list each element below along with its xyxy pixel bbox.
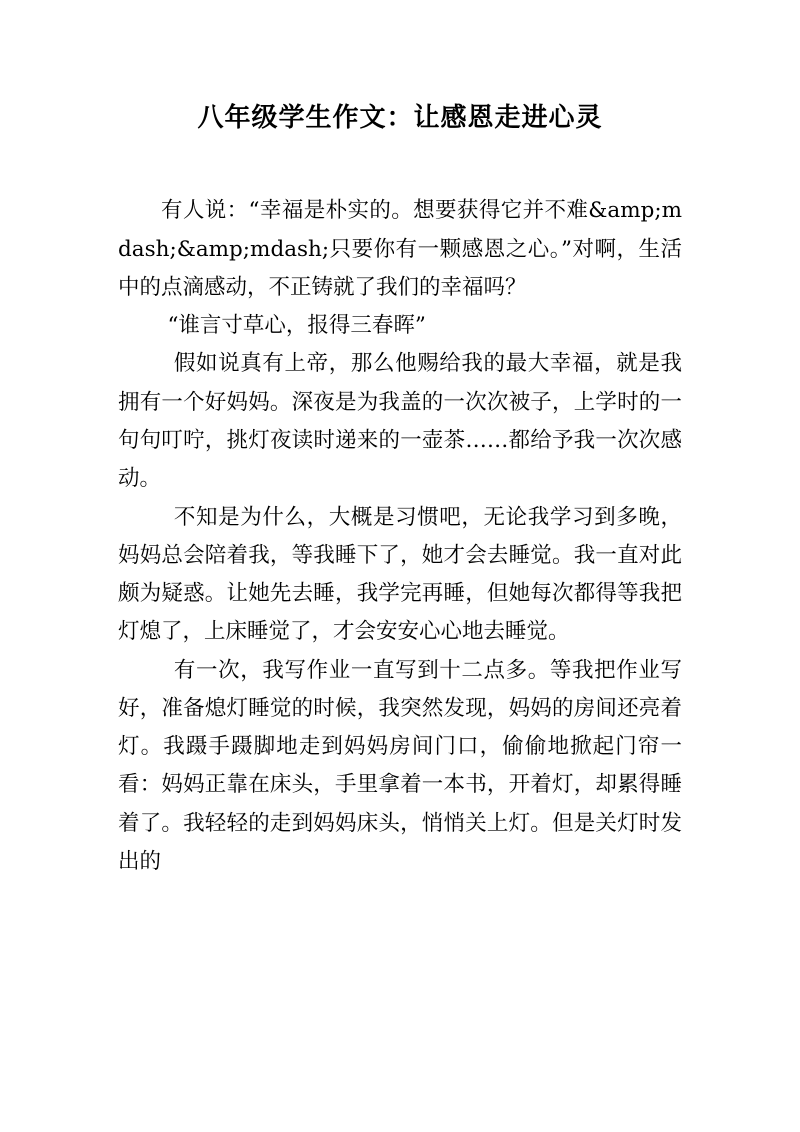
paragraph-2: “谁言寸草心，报得三春晖” bbox=[167, 313, 426, 339]
paragraph-4: 不知是为什么，大概是习惯吧，无论我学习到多晚，妈妈总会陪着我，等我睡下了，她才会去睡觉。我一直对此颇为疑惑。让她先去睡，我学完再睡，但她每次都得等我把灯熄了，上床睡觉了，才会安安心心地去睡觉。 bbox=[118, 504, 682, 645]
document-body bbox=[118, 192, 682, 881]
paragraph-5: 有一次，我写作业一直写到十二点多。等我把作业写好，准备熄灯睡觉的时候，我突然发现，妈妈的房间还亮着灯。我蹑手蹑脚地走到妈妈房间门口，偷偷地掀起门帘一看：妈妈正靠在床头，手里拿着一本书，开着灯，却累得睡着了。我轻轻的走到妈妈床头，悄悄关上灯。但是关灯时发出的 bbox=[118, 657, 682, 874]
page-title: 八年级学生作文：让感恩走进心灵 bbox=[197, 103, 603, 133]
paragraph-3: 假如说真有上帝，那么他赐给我的最大幸福，就是我拥有一个好妈妈。深夜是为我盖的一次次被子，上学时的一句句叮咛，挑灯夜读时递来的一壶茶……都给予我一次次感动。 bbox=[118, 351, 682, 492]
paragraph-1: 有人说：“幸福是朴实的。想要获得它并不难&amp;mdash;&amp;mdash;只要你有一颗感恩之心。”对啊，生活中的点滴感动，不正铸就了我们的幸福吗？ bbox=[118, 198, 682, 300]
